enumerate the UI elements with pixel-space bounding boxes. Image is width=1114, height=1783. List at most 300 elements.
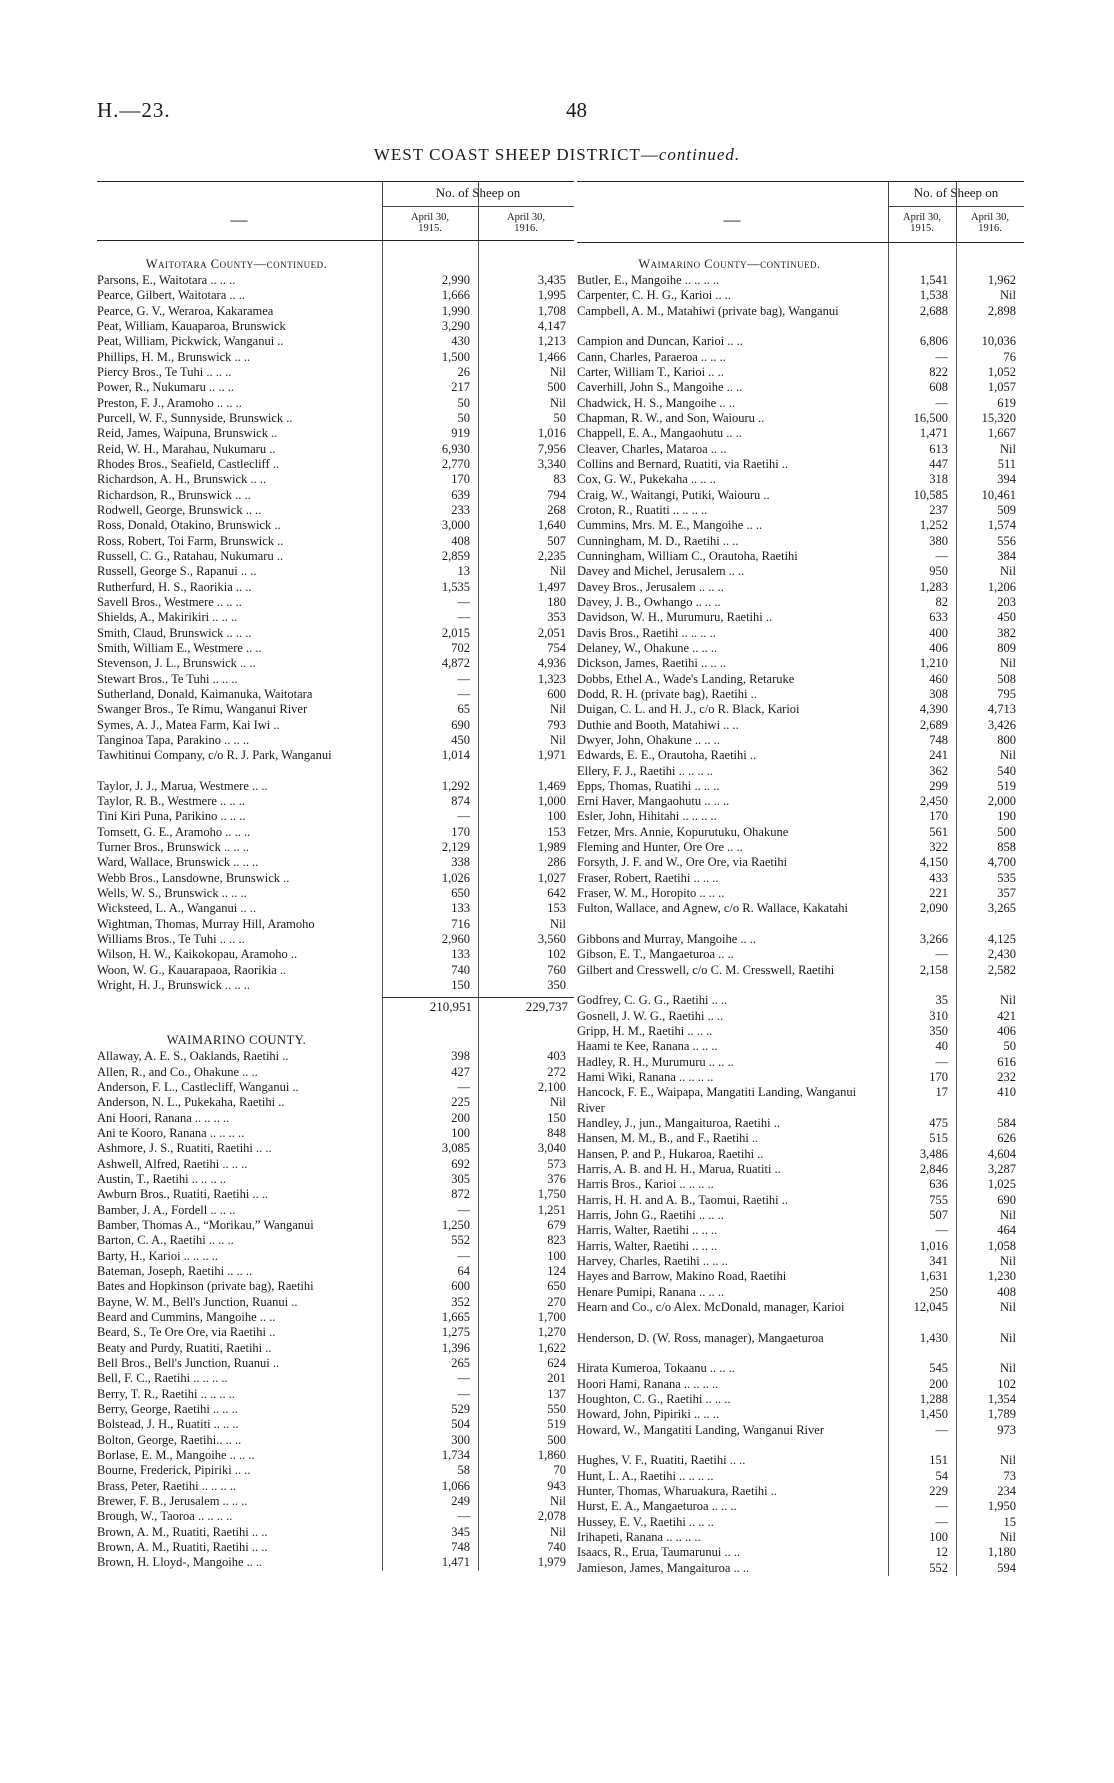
sheep-1916: 1,180 <box>987 1545 1016 1560</box>
sheep-1916: 754 <box>547 640 566 655</box>
farmer-name: Smith, William E., Westmere .. .. <box>97 640 262 655</box>
sheep-1916: Nil <box>550 1095 566 1110</box>
table-row <box>97 518 574 533</box>
sheep-1916: 1,622 <box>537 1340 566 1355</box>
sheep-1915: 322 <box>929 840 948 855</box>
table-row <box>577 273 1024 288</box>
farmer-name: Tanginoa Tapa, Parakino .. .. .. <box>97 732 250 747</box>
table-row <box>577 1193 1024 1208</box>
table-row <box>97 1387 574 1402</box>
table-row <box>577 840 1024 855</box>
sheep-1916: 1,962 <box>987 273 1016 287</box>
table-row <box>97 947 574 962</box>
table-row <box>577 365 1024 380</box>
sheep-1916: 1,016 <box>537 426 566 441</box>
header-1916-date: April 30, <box>971 212 1009 223</box>
table-row <box>577 564 1024 579</box>
sheep-1915: 1,471 <box>919 426 948 441</box>
sheep-1915: 822 <box>929 364 948 379</box>
table-row <box>577 932 1024 947</box>
sheep-1916: 1,667 <box>987 426 1016 441</box>
table-row <box>97 1325 574 1340</box>
farmer-name: Davey Bros., Jerusalem .. .. .. <box>577 579 724 594</box>
sheep-1915: 64 <box>457 1264 470 1279</box>
header-1915-year: 1915. <box>910 223 934 234</box>
sheep-1916: 1,058 <box>987 1238 1016 1253</box>
sheep-1916: 624 <box>547 1355 566 1370</box>
sheep-1916: 540 <box>997 763 1016 778</box>
farmer-name: Smith, Claud, Brunswick .. .. .. <box>97 625 252 640</box>
sheep-1915: 1,026 <box>441 870 470 885</box>
sheep-1915: 2,450 <box>919 794 948 809</box>
farmer-name: Hancock, F. E., Waipapa, Mangatiti Landing, Wanganui River <box>577 1085 857 1115</box>
farmer-name: Beard, S., Te Ore Ore, via Raetihi .. <box>97 1325 276 1340</box>
farmer-name: Hearn and Co., c/o Alex. McDonald, manager, Karioi <box>577 1299 845 1314</box>
sheep-1916: 1,025 <box>987 1177 1016 1192</box>
table-row <box>577 1561 1024 1576</box>
sheep-1915: 308 <box>929 686 948 701</box>
sheep-1915: 26 <box>457 364 470 379</box>
farmer-name: Hirata Kumeroa, Tokaanu .. .. .. <box>577 1361 735 1376</box>
table-row <box>577 1131 1024 1146</box>
sheep-1916: 4,125 <box>987 932 1016 947</box>
sheep-1916: 10,036 <box>981 334 1016 349</box>
sheep-1916: 616 <box>997 1054 1016 1069</box>
table-row <box>97 488 574 503</box>
farmer-name: Symes, A. J., Matea Farm, Kai Iwi .. <box>97 717 280 732</box>
sheep-1915: 237 <box>929 502 948 517</box>
farmer-name: Richardson, R., Brunswick .. .. <box>97 487 251 502</box>
table-row <box>577 718 1024 733</box>
sheep-1915: 748 <box>451 1539 470 1554</box>
farmer-name: Russell, C. G., Ratahau, Nukumaru .. <box>97 548 284 563</box>
sheep-1915: 40 <box>935 1039 948 1054</box>
table-row <box>577 1070 1024 1085</box>
sheep-1915: 225 <box>451 1095 470 1110</box>
farmer-name: Craig, W., Waitangi, Putiki, Waiouru .. <box>577 487 770 502</box>
sheep-1915: 447 <box>929 456 948 471</box>
sheep-1916: 823 <box>547 1233 566 1248</box>
farmer-name: Hunter, Thomas, Wharuakura, Raetihi .. <box>577 1483 778 1498</box>
farmer-name: Carpenter, C. H. G., Karioi .. .. <box>577 288 731 303</box>
farmer-name: Anderson, F. L., Castlecliff, Wanganui .. <box>97 1080 299 1095</box>
sheep-1915: 4,390 <box>919 702 948 717</box>
farmer-name: Brough, W., Taoroa .. .. .. .. <box>97 1509 233 1524</box>
sheep-1915: 1,665 <box>441 1310 470 1324</box>
table-row <box>97 1172 574 1187</box>
farmer-name: Harris Bros., Karioi .. .. .. .. <box>577 1177 714 1192</box>
sheep-1915: 504 <box>451 1417 470 1432</box>
sheep-1916: 519 <box>997 778 1016 793</box>
header-1916 <box>956 212 1024 234</box>
farmer-name: Gosnell, J. W. G., Raetihi .. .. <box>577 1008 724 1023</box>
table-row <box>577 472 1024 487</box>
farmer-name: Wright, H. J., Brunswick .. .. .. <box>97 978 250 993</box>
sheep-1915: 229 <box>929 1483 948 1498</box>
title-main: WEST COAST SHEEP DISTRICT— <box>373 145 659 164</box>
farmer-name: Pearce, Gilbert, Waitotara .. .. <box>97 288 246 303</box>
header-1916-date: April 30, <box>507 212 545 223</box>
sheep-1916: Nil <box>550 1493 566 1508</box>
sheep-1916: 2,051 <box>537 625 566 640</box>
sheep-1916: 740 <box>547 1539 566 1554</box>
sheep-1916: 153 <box>547 824 566 839</box>
sheep-1916: Nil <box>550 395 566 410</box>
sheep-1916: 376 <box>547 1172 566 1187</box>
sheep-1916: 500 <box>547 380 566 395</box>
sheep-1916: 809 <box>997 640 1016 655</box>
table-row <box>577 288 1024 303</box>
farmer-name: Harvey, Charles, Raetihi .. .. .. <box>577 1254 728 1268</box>
sheep-1915: 561 <box>929 824 948 839</box>
table-row <box>97 656 574 671</box>
farmer-name: Brown, A. M., Ruatiti, Raetihi .. .. <box>97 1539 268 1554</box>
farmer-name: Godfrey, C. G. G., Raetihi .. .. <box>577 993 728 1008</box>
farmer-name: Borlase, E. M., Mangoihe .. .. .. <box>97 1447 255 1462</box>
header-sheep-count-label: No. of Sheep on <box>913 185 999 200</box>
header-1915-date: April 30, <box>903 212 941 223</box>
sheep-1915: 100 <box>451 1126 470 1141</box>
sheep-1916: 394 <box>997 472 1016 487</box>
sheep-1916: 642 <box>547 886 566 901</box>
table-row <box>97 1525 574 1540</box>
farmer-name: Rodwell, George, Brunswick .. .. <box>97 502 262 517</box>
sheep-1916: 234 <box>997 1483 1016 1498</box>
sheep-1916: 1,971 <box>537 748 566 763</box>
sheep-1915: 249 <box>451 1493 470 1508</box>
table-row <box>577 1024 1024 1039</box>
table-row <box>577 1208 1024 1223</box>
sheep-1916: 1,989 <box>537 840 566 855</box>
farmer-name: Hurst, E. A., Mangaeturoa .. .. .. <box>577 1499 737 1514</box>
sheep-1916: 137 <box>547 1386 566 1401</box>
header-1915 <box>888 212 956 234</box>
sheep-1916: 794 <box>547 487 566 502</box>
sheep-1915: 12 <box>935 1545 948 1560</box>
sheep-1916: 4,604 <box>987 1146 1016 1161</box>
farmer-name: Hadley, R. H., Murumuru .. .. .. <box>577 1054 734 1069</box>
farmer-name: Bourne, Frederick, Pipiriki .. .. <box>97 1463 251 1478</box>
table-row <box>577 426 1024 441</box>
sheep-1916: 403 <box>547 1049 566 1064</box>
sheep-1916: Nil <box>1000 1330 1016 1345</box>
table-row <box>577 1392 1024 1407</box>
sheep-1916: 600 <box>547 686 566 701</box>
sheep-1916: Nil <box>1000 1453 1016 1468</box>
sheep-1915: — <box>935 349 948 364</box>
sheep-1916: 76 <box>1003 349 1016 364</box>
farmer-name: Harris, Walter, Raetihi .. .. .. <box>577 1238 718 1253</box>
table-row <box>97 1264 574 1279</box>
left-table-header <box>97 181 574 241</box>
farmer-name: Wells, W. S., Brunswick .. .. .. <box>97 886 247 901</box>
farmer-name: Duigan, C. L. and H. J., c/o R. Black, Karioi <box>577 702 800 717</box>
title-continued: continued. <box>658 145 741 164</box>
farmer-name: Dobbs, Ethel A., Wade's Landing, Retaruke <box>577 671 795 686</box>
table-row <box>577 610 1024 625</box>
farmer-name: Houghton, C. G., Raetihi .. .. .. <box>577 1391 731 1406</box>
sheep-1915: 200 <box>451 1110 470 1125</box>
sheep-1915: 1,288 <box>919 1391 948 1406</box>
farmer-name: Gibbons and Murray, Mangoihe .. .. <box>577 932 757 947</box>
sheep-1916: 1,497 <box>537 579 566 594</box>
sheep-1916: 1,213 <box>537 334 566 349</box>
sheep-1915: 1,014 <box>441 748 470 763</box>
sheep-1916: 507 <box>547 533 566 548</box>
table-row <box>577 1361 1024 1376</box>
sheep-1915: 552 <box>451 1233 470 1248</box>
sheep-1916: 858 <box>997 840 1016 855</box>
table-row <box>97 273 574 288</box>
farmer-name: Fraser, W. M., Horopito .. .. .. <box>577 886 725 901</box>
sheep-1915: 633 <box>929 610 948 625</box>
sheep-1915: 305 <box>451 1172 470 1187</box>
table-row <box>577 396 1024 411</box>
sheep-1916: 1,354 <box>987 1391 1016 1406</box>
farmer-name: Ward, Wallace, Brunswick .. .. .. <box>97 855 259 870</box>
sheep-1915: 1,430 <box>919 1330 948 1345</box>
sheep-1916: Nil <box>550 1524 566 1539</box>
sheep-1916: 180 <box>547 594 566 609</box>
table-row <box>97 1080 574 1095</box>
sheep-1915: 406 <box>929 640 948 655</box>
sheep-1915: 433 <box>929 870 948 885</box>
total-1916: 229,737 <box>525 999 568 1015</box>
sheep-1915: 874 <box>451 794 470 809</box>
sheep-1915: 716 <box>451 916 470 931</box>
table-row <box>577 1499 1024 1514</box>
table-row <box>577 1331 1024 1362</box>
header-1916-year: 1916. <box>978 223 1002 234</box>
farmer-name: Bayne, W. M., Bell's Junction, Ruanui .. <box>97 1294 298 1309</box>
table-row <box>97 457 574 472</box>
sheep-1915: 170 <box>929 809 948 824</box>
table-row <box>577 350 1024 365</box>
farmer-name: Howard, W., Mangatiti Landing, Wanganui River <box>577 1422 824 1437</box>
table-row <box>577 1545 1024 1560</box>
table-row <box>97 1356 574 1371</box>
table-row <box>577 411 1024 426</box>
table-row <box>97 350 574 365</box>
sheep-1915: 380 <box>929 533 948 548</box>
table-row <box>577 963 1024 994</box>
sheep-1915: 2,689 <box>919 717 948 732</box>
sheep-1915: 82 <box>935 594 948 609</box>
sheep-1916: 500 <box>997 824 1016 839</box>
farmer-name: Phillips, H. M., Brunswick .. .. <box>97 349 251 364</box>
farmer-name: Rutherfurd, H. S., Raorikia .. .. <box>97 579 252 594</box>
sheep-1915: 241 <box>929 748 948 763</box>
sheep-1915: — <box>935 395 948 410</box>
farmer-name: Hayes and Barrow, Makino Road, Raetihi <box>577 1269 787 1284</box>
farmer-name: Webb Bros., Lansdowne, Brunswick .. <box>97 870 290 885</box>
table-row <box>97 855 574 870</box>
sheep-1915: 265 <box>451 1355 470 1370</box>
farmer-name: Gripp, H. M., Raetihi .. .. .. <box>577 1024 713 1039</box>
sheep-1916: 464 <box>997 1223 1016 1238</box>
sheep-1915: 460 <box>929 671 948 686</box>
table-row <box>97 1494 574 1509</box>
farmer-name: Williams Bros., Te Tuhi .. .. .. <box>97 932 245 947</box>
farmer-name: Fetzer, Mrs. Annie, Kopurutuku, Ohakune <box>577 824 789 839</box>
sheep-1916: 1,323 <box>537 671 566 686</box>
sheep-1915: 475 <box>929 1116 948 1131</box>
table-row <box>577 825 1024 840</box>
header-1915-year: 1915. <box>418 223 442 234</box>
table-row <box>577 1515 1024 1530</box>
sheep-1915: 507 <box>929 1208 948 1223</box>
sheep-1916: 15 <box>1003 1514 1016 1529</box>
farmer-name: Swanger Bros., Te Rimu, Wanganui River <box>97 702 308 717</box>
table-row <box>97 1509 574 1524</box>
sheep-1915: 2,990 <box>441 273 470 287</box>
table-row <box>97 334 574 349</box>
sheep-1916: 3,560 <box>537 932 566 947</box>
sheep-1916: 619 <box>997 395 1016 410</box>
sheep-1916: 102 <box>997 1376 1016 1391</box>
farmer-name: Ross, Robert, Toi Farm, Brunswick .. <box>97 533 284 548</box>
farmer-name: Irihapeti, Ranana .. .. .. .. <box>577 1529 701 1544</box>
sheep-1916: 573 <box>547 1156 566 1171</box>
farmer-name: Dickson, James, Raetihi .. .. .. <box>577 656 726 671</box>
table-row <box>577 886 1024 901</box>
farmer-name: Power, R., Nukumaru .. .. .. <box>97 380 234 395</box>
table-row <box>97 1279 574 1294</box>
table-row <box>97 794 574 809</box>
farmer-name: Berry, George, Raetihi .. .. .. <box>97 1401 238 1416</box>
sheep-1916: 519 <box>547 1417 566 1432</box>
table-row <box>97 1157 574 1172</box>
farmer-name: Edwards, E. E., Orautoha, Raetihi .. <box>577 748 757 763</box>
table-row <box>97 1433 574 1448</box>
sheep-1916: 4,147 <box>537 318 566 333</box>
farmer-name: Russell, George S., Rapanui .. .. <box>97 564 257 579</box>
farmer-name: Hami Wiki, Ranana .. .. .. .. <box>577 1070 714 1085</box>
sheep-1915: — <box>457 1509 470 1524</box>
sheep-1915: 1,396 <box>441 1340 470 1355</box>
sheep-1915: — <box>457 610 470 625</box>
sheep-1915: 515 <box>929 1131 948 1146</box>
farmer-name: Harris, A. B. and H. H., Marua, Ruatiti .. <box>577 1162 781 1177</box>
table-row <box>97 1371 574 1386</box>
sheep-1916: Nil <box>1000 1299 1016 1314</box>
header-1915 <box>382 212 478 234</box>
sheep-1915: 2,846 <box>919 1162 948 1177</box>
sheep-1916: 973 <box>997 1422 1016 1437</box>
sheep-1916: 1,574 <box>987 518 1016 533</box>
table-row <box>577 779 1024 794</box>
farmer-name: Harris, John G., Raetihi .. .. .. <box>577 1208 724 1223</box>
sheep-1916: 1,251 <box>537 1202 566 1217</box>
farmer-name: Handley, J., jun., Mangaituroa, Raetihi .. <box>577 1116 780 1131</box>
sheep-1916: 286 <box>547 855 566 870</box>
table-row <box>97 595 574 610</box>
sheep-1916: 650 <box>547 1279 566 1294</box>
sheep-1916: 1,789 <box>987 1407 1016 1422</box>
table-row <box>577 1239 1024 1254</box>
sheep-1915: 300 <box>451 1432 470 1447</box>
farmer-name: Allaway, A. E. S., Oaklands, Raetihi .. <box>97 1049 289 1064</box>
table-row <box>577 1055 1024 1070</box>
table-row <box>97 687 574 702</box>
farmer-name: Davey, J. B., Owhango .. .. .. <box>577 594 721 609</box>
farmer-name: Bell, F. C., Raetihi .. .. .. .. <box>97 1371 228 1386</box>
sheep-1916: 1,750 <box>537 1187 566 1202</box>
sheep-1916: 15,320 <box>981 410 1016 425</box>
table-row <box>577 1407 1024 1422</box>
sheep-1915: 1,500 <box>441 349 470 364</box>
farmer-name: Preston, F. J., Aramoho .. .. .. <box>97 395 242 410</box>
table-row <box>97 503 574 518</box>
farmer-name: Hansen, P. and P., Hukaroa, Raetihi .. <box>577 1146 764 1161</box>
farmer-name: Barty, H., Karioi .. .. .. .. <box>97 1248 219 1263</box>
table-row <box>97 319 574 334</box>
table-row <box>97 1417 574 1432</box>
farmer-name: Hansen, M. M., B., and F., Raetihi .. <box>577 1131 759 1146</box>
table-row <box>97 718 574 733</box>
table-row <box>577 626 1024 641</box>
sheep-1916: 1,640 <box>537 518 566 533</box>
table-row <box>577 1285 1024 1300</box>
sheep-1916: 1,230 <box>987 1269 1016 1284</box>
sheep-1916: 1,206 <box>987 579 1016 594</box>
sheep-1916: 382 <box>997 625 1016 640</box>
farmer-name: Ellery, F. J., Raetihi .. .. .. .. <box>577 763 714 778</box>
sheep-1915: 2,770 <box>441 456 470 471</box>
sheep-1915: 362 <box>929 763 948 778</box>
farmer-name: Tawhitinui Company, c/o R. J. Park, Wanganui <box>97 748 332 763</box>
table-row <box>97 426 574 441</box>
page-number: 48 <box>566 98 587 122</box>
sheep-1915: 1,471 <box>441 1555 470 1570</box>
table-row <box>97 472 574 487</box>
sheep-1916: 626 <box>997 1131 1016 1146</box>
table-row <box>577 702 1024 717</box>
sheep-1915: 450 <box>451 732 470 747</box>
sheep-1915: 65 <box>457 702 470 717</box>
sheep-1915: 755 <box>929 1192 948 1207</box>
sheep-1915: 872 <box>451 1187 470 1202</box>
farmer-name: Esler, John, Hihitahi .. .. .. .. <box>577 809 717 824</box>
table-row <box>577 809 1024 824</box>
table-row <box>97 1295 574 1310</box>
table-row <box>577 993 1024 1008</box>
sheep-1915: 1,535 <box>441 579 470 594</box>
sheep-1915: 318 <box>929 472 948 487</box>
table-row <box>577 442 1024 457</box>
header-dash: — <box>230 210 248 229</box>
sheep-1916: Nil <box>1000 656 1016 671</box>
farmer-name: Beard and Cummins, Mangoihe .. .. <box>97 1310 276 1324</box>
sheep-1915: 690 <box>451 717 470 732</box>
sheep-1916: 508 <box>997 671 1016 686</box>
sheep-1915: 1,990 <box>441 303 470 318</box>
header-1916 <box>478 212 574 234</box>
sheep-1916: 594 <box>997 1560 1016 1575</box>
table-row <box>577 518 1024 533</box>
farmer-name: Hughes, V. F., Ruatiti, Raetihi .. .. <box>577 1453 746 1468</box>
table-row <box>577 855 1024 870</box>
sheep-1916: Nil <box>1000 1529 1016 1544</box>
sheep-1916: 1,950 <box>987 1499 1016 1514</box>
farmer-name: Brown, H. Lloyd-, Mangoihe .. .. <box>97 1555 263 1570</box>
sheep-1915: 17 <box>935 1085 948 1100</box>
sheep-1915: 1,450 <box>919 1407 948 1422</box>
farmer-name: Wightman, Thomas, Murray Hill, Aramoho <box>97 916 315 931</box>
farmer-name: Collins and Bernard, Ruatiti, via Raetihi .. <box>577 456 789 471</box>
table-row <box>577 1009 1024 1024</box>
farmer-name: Ashmore, J. S., Ruatiti, Raetihi .. .. <box>97 1141 272 1156</box>
